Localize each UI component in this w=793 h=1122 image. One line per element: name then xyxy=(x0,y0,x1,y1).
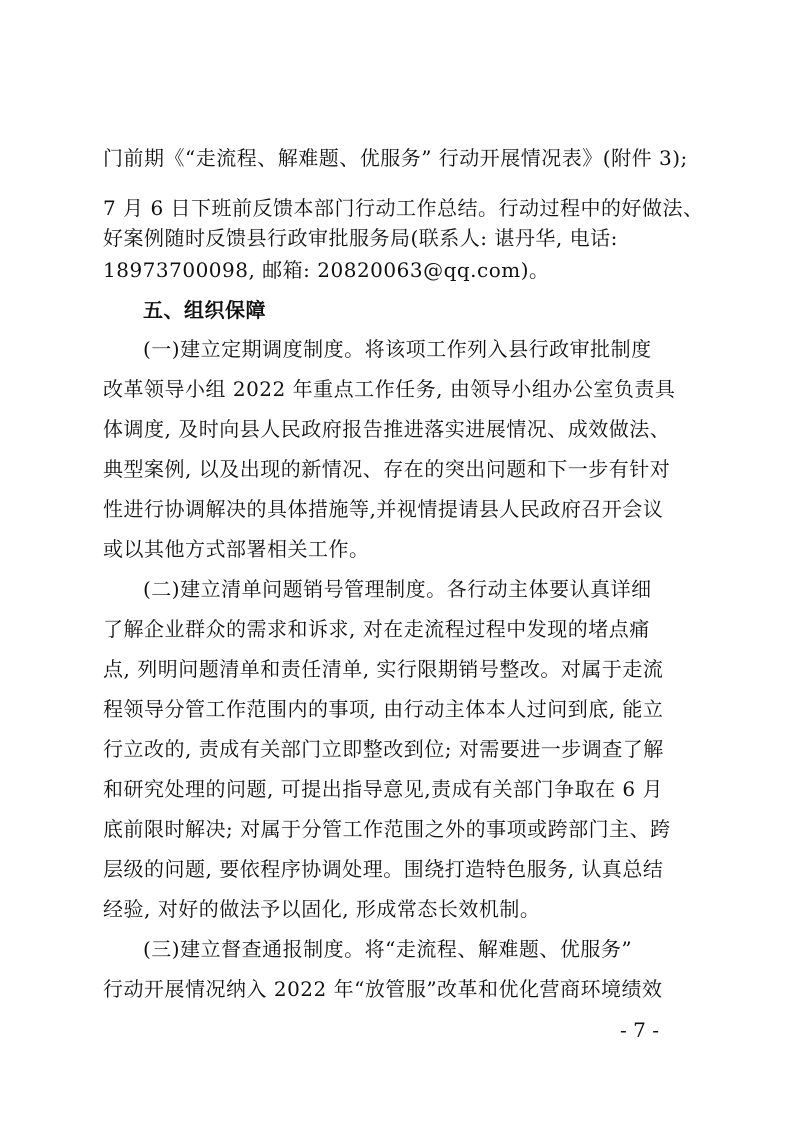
text-line: 行动开展情况纳入 2022 年“放管服”改革和优化营商环境绩效 xyxy=(103,977,663,1001)
text-line: 程领导分管工作范围内的事项, 由行动主体本人过问到底, 能立 xyxy=(103,697,664,721)
text-line: 点, 列明问题清单和责任清单, 实行限期销号整改。对属于走流 xyxy=(103,657,664,681)
text-line: 7 月 6 日下班前反馈本部门行动工作总结。行动过程中的好做法、 xyxy=(103,196,704,220)
text-line: 了解企业群众的需求和诉求, 对在走流程过程中发现的堵点痛 xyxy=(103,617,650,641)
paragraph-start-line: (二)建立清单问题销号管理制度。各行动主体要认真详细 xyxy=(143,577,652,601)
page-number: - 7 - xyxy=(620,1018,659,1042)
text-line: 18973700098, 邮箱: 20820063@qq.com)。 xyxy=(103,258,550,282)
text-line: 层级的问题, 要依程序协调处理。围绕打造特色服务, 认真总结 xyxy=(103,857,664,881)
section-heading: 五、组织保障 xyxy=(143,298,266,322)
text-line: 行立改的, 责成有关部门立即整改到位; 对需要进一步调查了解 xyxy=(103,737,664,761)
text-line: 和研究处理的问题, 可提出指导意见,责成有关部门争取在 6 月 xyxy=(103,777,664,801)
paragraph-start-line: (一)建立定期调度制度。将该项工作列入县行政审批制度 xyxy=(143,337,652,361)
text-line: 或以其他方式部署相关工作。 xyxy=(103,537,370,561)
text-line: 性进行协调解决的具体措施等,并视情提请县人民政府召开会议 xyxy=(103,497,664,521)
text-line: 底前限时解决; 对属于分管工作范围之外的事项或跨部门主、跨 xyxy=(103,817,671,841)
text-line: 好案例随时反馈县行政审批服务局(联系人: 谌丹华, 电话: xyxy=(103,226,618,250)
text-line: 典型案例, 以及出现的新情况、存在的突出问题和下一步有针对 xyxy=(103,457,671,481)
text-line: 门前期《“走流程、解难题、优服务” 行动开展情况表》(附件 3); xyxy=(103,146,688,170)
paragraph-start-line: (三)建立督查通报制度。将“走流程、解难题、优服务” xyxy=(143,937,633,961)
text-line: 经验, 对好的做法予以固化, 形成常态长效机制。 xyxy=(103,897,541,921)
text-line: 改革领导小组 2022 年重点工作任务, 由领导小组办公室负责具 xyxy=(103,377,676,401)
text-line: 体调度, 及时向县人民政府报告推进落实进展情况、成效做法、 xyxy=(103,417,671,441)
